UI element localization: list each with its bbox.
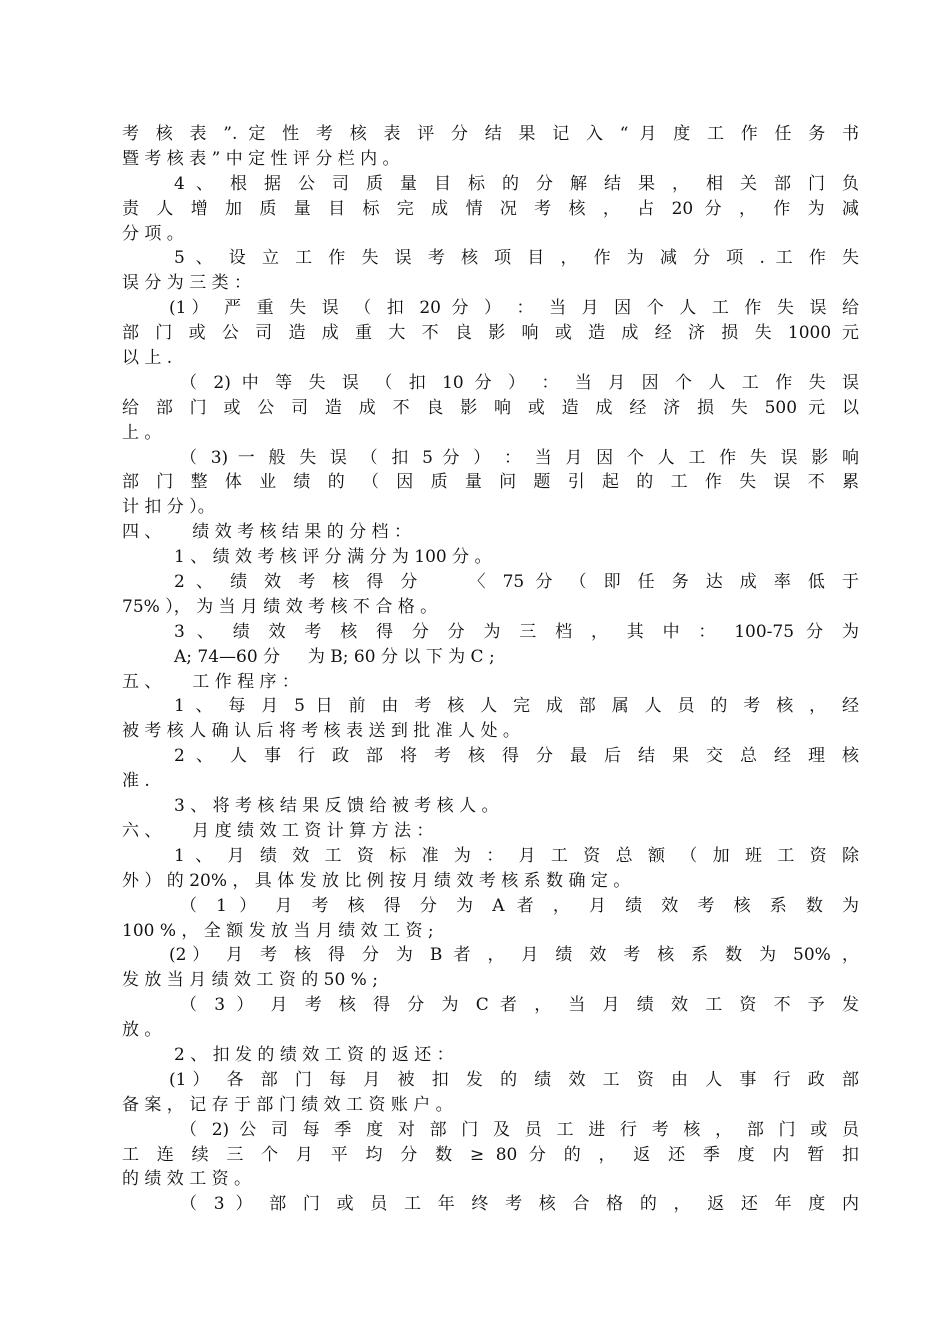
text-line: 75% ）， 为 当 月 绩 效 考 核 不 合 格 。 xyxy=(122,596,438,617)
text-line: (1） 严 重 失 误 （ 扣 20 分 ） ： 当 月 因 个 人 工 作 失 误 给 xyxy=(169,298,859,319)
text-line: （ 3 ） 月 考 核 得 分 为 C 者 ， 当 月 绩 效 工 资 不 予 发 xyxy=(180,995,859,1016)
document-body xyxy=(122,122,859,1217)
text-line: 发 放 当 月 绩 效 工 资 的 50 % ; xyxy=(122,970,378,991)
text-line: 被 考 核 人 确 认 后 将 考 核 表 送 到 批 准 人 处 。 xyxy=(122,721,520,742)
text-line: 部 门 整 体 业 绩 的 （ 因 质 量 问 题 引 起 的 工 作 失 误 不 累 xyxy=(122,472,859,493)
text-line: 考 核 表 ”. 定 性 考 核 表 评 分 结 果 记 入 “ 月 度 工 作 任 务 书 xyxy=(122,124,859,144)
text-line: 1 、 每 月 5 日 前 由 考 核 人 完 成 部 属 人 员 的 考 核 ， 经 xyxy=(174,696,859,717)
text-line: 部 门 或 公 司 造 成 重 大 不 良 影 响 或 造 成 经 济 损 失 1000 元 xyxy=(122,323,859,344)
text-line: 计 扣 分 ）。 xyxy=(122,497,215,518)
text-line: 2 、 扣 发 的 绩 效 工 资 的 返 还 ： xyxy=(174,1044,454,1065)
text-line: (1） 各 部 门 每 月 被 扣 发 的 绩 效 工 资 由 人 事 行 政 部 xyxy=(169,1069,859,1090)
text-line: 以 上 . xyxy=(122,348,173,369)
text-line: 责 人 增 加 质 量 目 标 完 成 情 况 考 核 ， 占 20 分 ， 作 为 减 xyxy=(122,198,859,219)
text-line: 3 、 将 考 核 结 果 反 馈 给 被 考 核 人 。 xyxy=(174,796,499,817)
text-line: 四 、 绩 效 考 核 结 果 的 分 档 ： xyxy=(122,522,411,543)
text-line: 4 、 根 据 公 司 质 量 目 标 的 分 解 结 果 ， 相 关 部 门 负 xyxy=(174,173,859,194)
text-line: （ 2) 中 等 失 误 （ 扣 10 分 ） ： 当 月 因 个 人 工 作 失 误 xyxy=(180,372,859,393)
text-line: 外 ） 的 20% ， 具 体 发 放 比 例 按 月 绩 效 考 核 系 数 确 定 。 xyxy=(122,870,631,891)
text-line: (2） 月 考 核 得 分 为 B 者 ， 月 绩 效 考 核 系 数 为 50% ， xyxy=(169,945,859,966)
text-line: 误 分 为 三 类 ： xyxy=(122,273,252,294)
text-line: 准 . xyxy=(122,771,150,792)
text-line: 1 、 绩 效 考 核 评 分 满 分 为 100 分 。 xyxy=(174,547,492,568)
text-line: A; 74—60 分 为 B; 60 分 以 下 为 C ; xyxy=(174,646,495,667)
text-line: 给 部 门 或 公 司 造 成 不 良 影 响 或 造 成 经 济 损 失 500 元 以 xyxy=(122,397,859,418)
text-line: 2 、 人 事 行 政 部 将 考 核 得 分 最 后 结 果 交 总 经 理 核 xyxy=(174,746,859,767)
text-line: 工 连 续 三 个 月 平 均 分 数 ≥ 80 分 的 ， 返 还 季 度 内 暂 扣 xyxy=(122,1144,859,1165)
text-line: 暨 考 核 表 ” 中 定 性 评 分 栏 内 。 xyxy=(122,148,400,169)
text-line: （ 1 ） 月 考 核 得 分 为 A 者 ， 月 绩 效 考 核 系 数 为 xyxy=(180,895,859,916)
text-line: 2 、 绩 效 考 核 得 分 〈 75 分 （ 即 任 务 达 成 率 低 于 xyxy=(174,572,859,593)
text-line: 1 、 月 绩 效 工 资 标 准 为 ： 月 工 资 总 额 （ 加 班 工 资 除 xyxy=(174,845,859,866)
text-line: 备 案 ， 记 存 于 部 门 绩 效 工 资 账 户 。 xyxy=(122,1094,453,1115)
text-line: 的 绩 效 工 资 。 xyxy=(122,1169,252,1190)
text-line: 分 项 。 xyxy=(122,223,184,244)
text-line: 放 。 xyxy=(122,1020,162,1041)
text-line: 六 、 月 度 绩 效 工 资 计 算 方 法 ： xyxy=(122,820,434,841)
text-line: 5 、 设 立 工 作 失 误 考 核 项 目 ， 作 为 减 分 项 . 工 作 失 xyxy=(174,248,859,269)
text-line: （ 3 ） 部 门 或 员 工 年 终 考 核 合 格 的 ， 返 还 年 度 内 xyxy=(180,1194,859,1215)
text-line: 五 、 工 作 程 序 ： xyxy=(122,671,299,692)
text-line: 100 % ， 全 额 发 放 当 月 绩 效 工 资 ; xyxy=(122,920,434,941)
text-line: （ 3) 一 般 失 误 （ 扣 5 分 ） ： 当 月 因 个 人 工 作 失 误 影 响 xyxy=(180,447,859,468)
text-line: （ 2) 公 司 每 季 度 对 部 门 及 员 工 进 行 考 核 ， 部 门 或 员 xyxy=(180,1119,859,1140)
text-line: 上 。 xyxy=(122,422,162,443)
text-line: 3 、 绩 效 考 核 得 分 分 为 三 档 ， 其 中 ： 100-75 分 为 xyxy=(174,621,859,642)
